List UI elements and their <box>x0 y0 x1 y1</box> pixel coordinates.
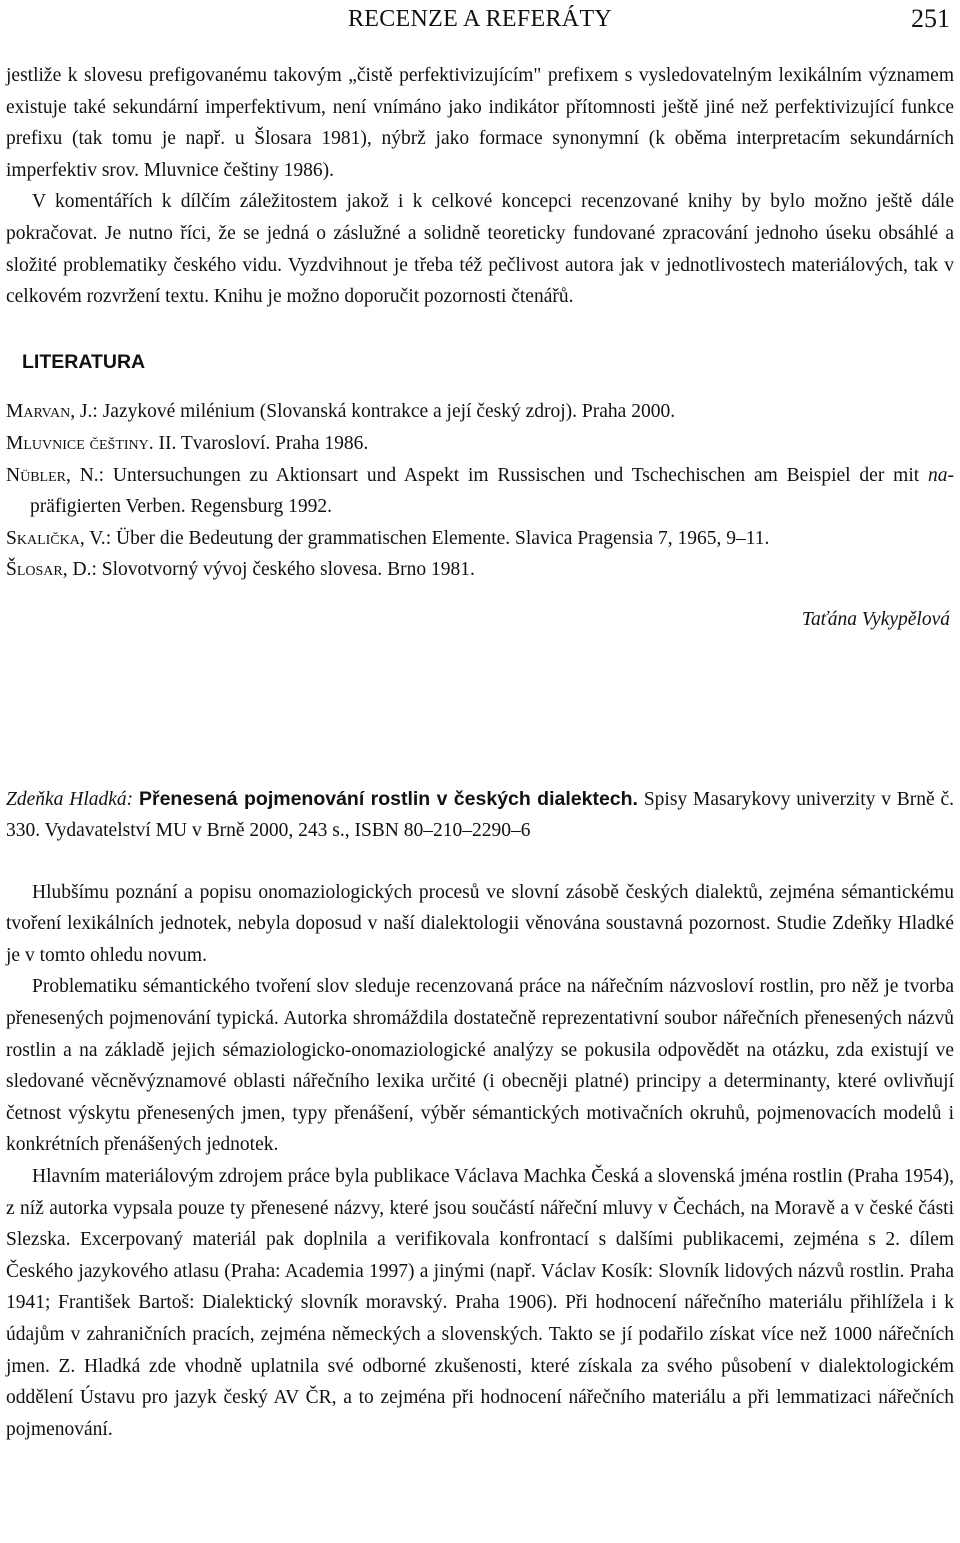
reference-item <box>6 554 954 586</box>
reference-item <box>6 396 954 428</box>
reference-author: Mluvnice češtiny. <box>6 432 154 454</box>
reference-text: präfigierten Verben. Regensburg 1992. <box>30 496 332 518</box>
reference-text: : Slovotvorný vývoj českého slovesa. Brno 1981. <box>91 559 475 581</box>
running-head: RECENZE A REFERÁTY <box>347 6 613 32</box>
spacer <box>6 847 954 877</box>
paragraph: Hlubšímu poznání a popisu onomaziologických procesů ve slovní zásobě českých dialektů, zejména sémantickému tvoření lexikálních jednotek, nebyla doposud v naší dialektologii věnována soustavná pozornost. Studie Zdeňky Hladké je v tomto ohledu novum. <box>6 881 954 966</box>
reference-author: Marvan, J. <box>6 401 93 423</box>
signature: Taťána Vykypělová <box>801 608 950 630</box>
page-header <box>0 6 960 42</box>
review-details: Spisy Masarykovy univerzity v Brně č. 330. Vydavatelství MU v Brně 2000, 243 s., ISBN 80–210–2290–6 <box>6 788 955 842</box>
reference-italic: na- <box>928 464 954 486</box>
page-number: 251 <box>911 4 950 33</box>
paragraph: Hlavním materiálovým zdrojem práce byla publikace Václava Machka Česká a slovenská jména rostlin (Praha 1954), z níž autorka vypsala pouze ty přenesené názvy, které jsou součástí nářeční mluvy v Čechách, na Moravě a v české části Slezska. Excerpovaný materiál pak doplnila a verifikovala konfrontací s dalšími publikacemi, zejména s 2. dílem Českého jazykového atlasu (Praha: Academia 1997) a jinými (např. Václav Kosík: Slovník lidových názvů rostlin. Praha 1941; František Bartoš: Dialektický slovník moravský. Praha 1906). Při hodnocení nářečního materiálu přihlížela i k údajům v zahraničních pracích, zejména německých a slovenských. Takto se jí podařilo získat více než 1000 nářečních jmen. Z. Hladká zde vhodně uplatnila své odborné zkušenosti, které získala za svého působení v dialektologickém oddělení Ústavu pro jazyk český AV ČR, a to zejména při hodnocení nářečního materiálu a při lemmatizaci nářečních pojmenování. <box>6 1166 954 1440</box>
reference-item <box>6 428 954 460</box>
paragraph: Problematiku sémantického tvoření slov sleduje recenzovaná práce na nářečním názvosloví rostlin, pro něž je tvorba přenesených pojmenování typická. Autorka shromáždila dostatečně reprezentativní soubor nářečních přenesených názvů rostlin a na základě jejich sémaziologicko-onomaziologické analýzy se pokusila odpovědět na otázku, zda existují ve sledované věcněvýznamové oblasti nářečního lexika určité (i obecněji platné) principy a determinanty, které ovlivňují četnost výskytu přenesených jmen, typy přenášení, výběr sémantických motivačních okruhů, pojmenovacích modelů i konkrétních přenášených jednotek. <box>6 976 954 1156</box>
reference-text: : Jazykové milénium (Slovanská kontrakce a její český zdroj). Praha 2000. <box>92 401 676 423</box>
reference-text: : Über die Bedeutung der grammatischen Elemente. Slavica Pragensia 7, 1965, 9–11. <box>105 527 770 549</box>
main-text <box>6 60 954 1445</box>
reference-text-pre: : Untersuchungen zu Aktionsart und Aspekt im Russischen und Tschechischen am Beispiel der mit <box>98 464 928 486</box>
reference-item <box>6 523 954 555</box>
reference-list <box>6 396 954 586</box>
paragraph: jestliže k slovesu prefigovanému takovým „čistě perfektivizujícím" prefixem s vysledovatelným lexikálním významem existuje také sekundární imperfektivum, není vnímáno jako indikátor přítomnosti ještě jiné než perfektivizující funkce prefixu (tak tomu je např. u Šlosara 1981), nýbrž jako formace synonymní (k oběma interpretacím sekundárních imperfektiv srov. Mluvnice češtiny 1986). <box>6 65 954 181</box>
paragraph: V komentářích k dílčím záležitostem jakož i k celkové koncepci recenzované knihy by bylo možno ještě dále pokračovat. Je nutno říci, že se jedná o záslužné a solidně teoreticky fundované zpracování jednoho úseku obsáhlé a složité problematiky českého vidu. Vyzdvihnout je třeba též pečlivost autora jak v jednotlivostech materiálových, tak v celkovém rozvržení textu. Knihu je možno doporučit pozornosti čtenářů. <box>6 191 954 308</box>
reference-author: Skalička, V. <box>6 527 106 549</box>
review-author: Zdeňka Hladká: <box>6 788 134 810</box>
review-heading <box>6 784 954 847</box>
reference-item <box>6 460 954 523</box>
reference-author: Nübler, N. <box>6 464 99 486</box>
reference-author: Šlosar, D. <box>6 559 92 581</box>
reference-text: II. Tvarosloví. Praha 1986. <box>153 432 369 454</box>
literature-heading: LITERATURA <box>22 350 146 373</box>
review-title: Přenesená pojmenování rostlin v českých dialektech. <box>138 787 638 810</box>
